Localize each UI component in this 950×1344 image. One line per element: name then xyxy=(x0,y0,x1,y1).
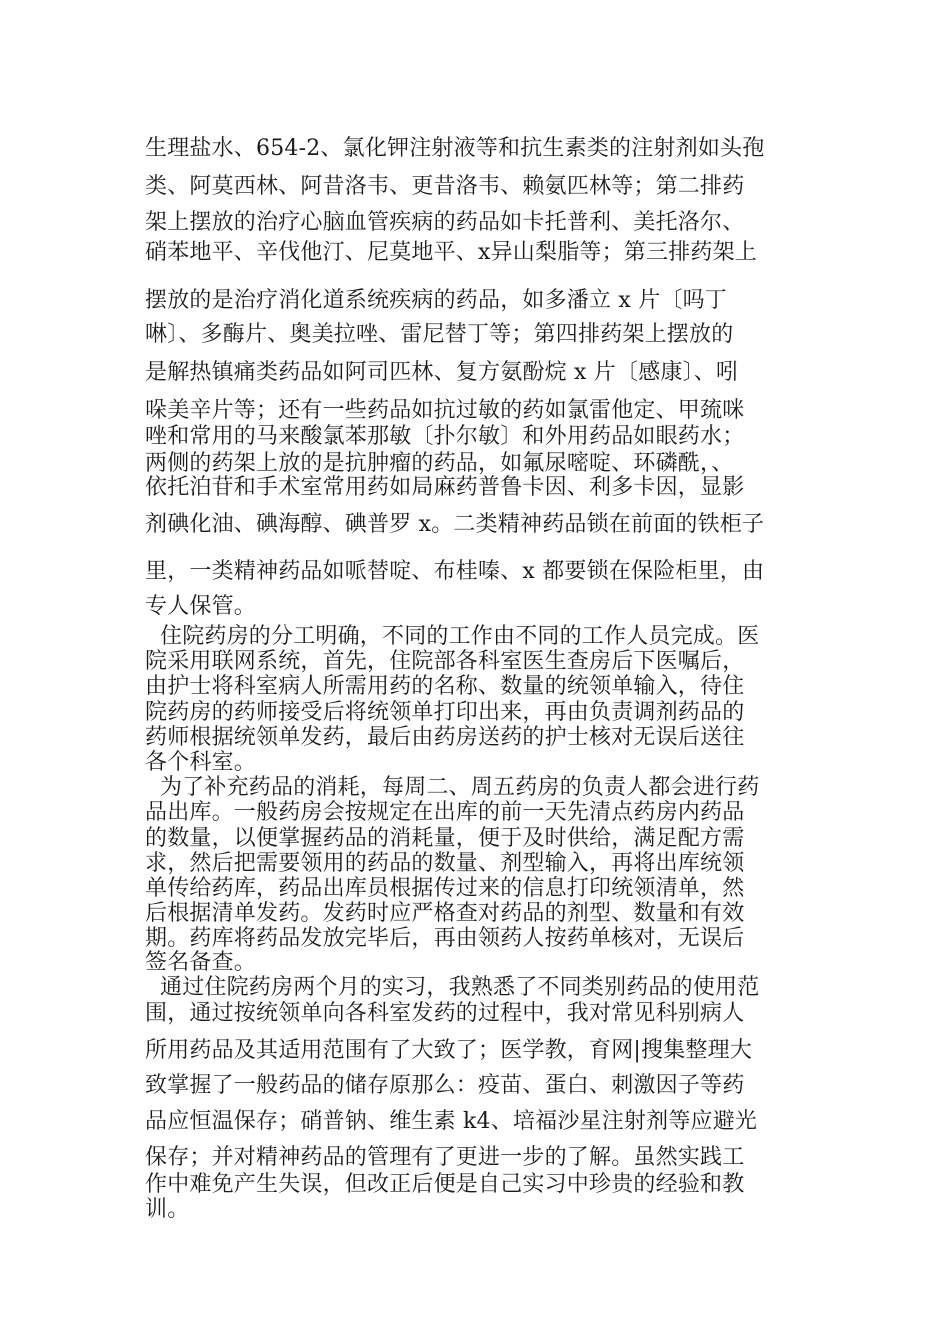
text-line: 作中难免产生失误，但改正后便是自己实习中珍贵的经验和教 xyxy=(145,1172,745,1197)
text-line: 围，通过按统领单向各科室发药的过程中，我对常见科别病人 xyxy=(145,1001,745,1026)
text-line: 期。药库将药品发放完毕后，再由领药人按药单核对，无误后 xyxy=(145,926,745,951)
text-line: 各个科室。 xyxy=(145,750,257,775)
text-line: 里，一类精神药品如哌替啶、布桂嗪、x 都要锁在保险柜里，由 xyxy=(145,559,765,584)
text-line: 通过住院药房两个月的实习，我熟悉了不同类别药品的使用范 xyxy=(160,975,760,1000)
text-line: 院药房的药师接受后将统领单打印出来，再由负责调剂药品的 xyxy=(145,700,745,725)
text-line: 摆放的是治疗消化道系统疾病的药品，如多潘立 x 片〔吗丁 xyxy=(145,288,727,313)
text-line: 唑和常用的马来酸氯苯那敏〔扑尔敏〕和外用药品如眼药水； xyxy=(145,424,745,449)
text-line: 生理盐水、654-2、氯化钾注射液等和抗生素类的注射剂如头孢 xyxy=(145,136,765,161)
text-line: 签名备查。 xyxy=(145,950,257,975)
text-line: 架上摆放的治疗心脑血管疾病的药品如卡托普利、美托洛尔、 xyxy=(145,210,745,235)
text-line: 求，然后把需要领用的药品的数量、剂型输入，再将出库统领 xyxy=(145,851,745,876)
text-line: 住院药房的分工明确，不同的工作由不同的工作人员完成。医 xyxy=(160,624,760,649)
text-line: 保存；并对精神药品的管理有了更进一步的了解。虽然实践工 xyxy=(145,1145,745,1170)
text-line: 是解热镇痛类药品如阿司匹林、复方氨酚烷 x 片〔感康〕、吲 xyxy=(145,360,739,385)
text-line: 硝苯地平、辛伐他汀、尼莫地平、x异山梨脂等；第三排药架上 xyxy=(145,240,758,265)
text-line: 两侧的药架上放的是抗肿瘤的药品，如氟尿嘧啶、环磷酰，、 xyxy=(145,451,734,476)
text-line: 的数量，以便掌握药品的消耗量，便于及时供给，满足配方需 xyxy=(145,826,745,851)
text-line: 啉〕、多酶片、奥美拉唑、雷尼替丁等；第四排药架上摆放的 xyxy=(145,322,734,347)
text-line: 后根据清单发药。发药时应严格查对药品的剂型、数量和有效 xyxy=(145,901,745,926)
text-line: 所用药品及其适用范围有了大致了；医学教，育网|搜集整理大 xyxy=(145,1038,753,1063)
text-line: 品应恒温保存；硝普钠、维生素 k4、培福沙星注射剂等应避光 xyxy=(145,1109,758,1134)
text-line: 训。 xyxy=(145,1197,190,1222)
text-line: 院采用联网系统，首先，住院部各科室医生查房后下医嘱后， xyxy=(145,649,745,674)
text-line: 致掌握了一般药品的储存原那么：疫苗、蛋白、刺激因子等药 xyxy=(145,1073,745,1098)
text-line: 专人保管。 xyxy=(145,594,257,619)
text-line: 类、阿莫西林、阿昔洛韦、更昔洛韦、赖氨匹林等；第二排药 xyxy=(145,174,745,199)
text-line: 由护士将科室病人所需用药的名称、数量的统领单输入，待住 xyxy=(145,674,745,699)
text-line: 药师根据统领单发药，最后由药房送药的护士核对无误后送往 xyxy=(145,725,745,750)
text-line: 为了补充药品的消耗，每周二、周五药房的负责人都会进行药 xyxy=(160,775,760,800)
text-line: 单传给药库，药品出库员根据传过来的信息打印统领清单，然 xyxy=(145,876,745,901)
text-line: 品出库。一般药房会按规定在出库的前一天先清点药房内药品 xyxy=(145,800,745,825)
text-line: 剂碘化油、碘海醇、碘普罗 x。二类精神药品锁在前面的铁柜子 xyxy=(145,512,765,537)
text-line: 依托泊苷和手术室常用药如局麻药普鲁卡因、利多卡因，显影 xyxy=(145,475,745,500)
text-line: 哚美辛片等；还有一些药品如抗过敏的药如氯雷他定、甲巯咪 xyxy=(145,398,745,423)
